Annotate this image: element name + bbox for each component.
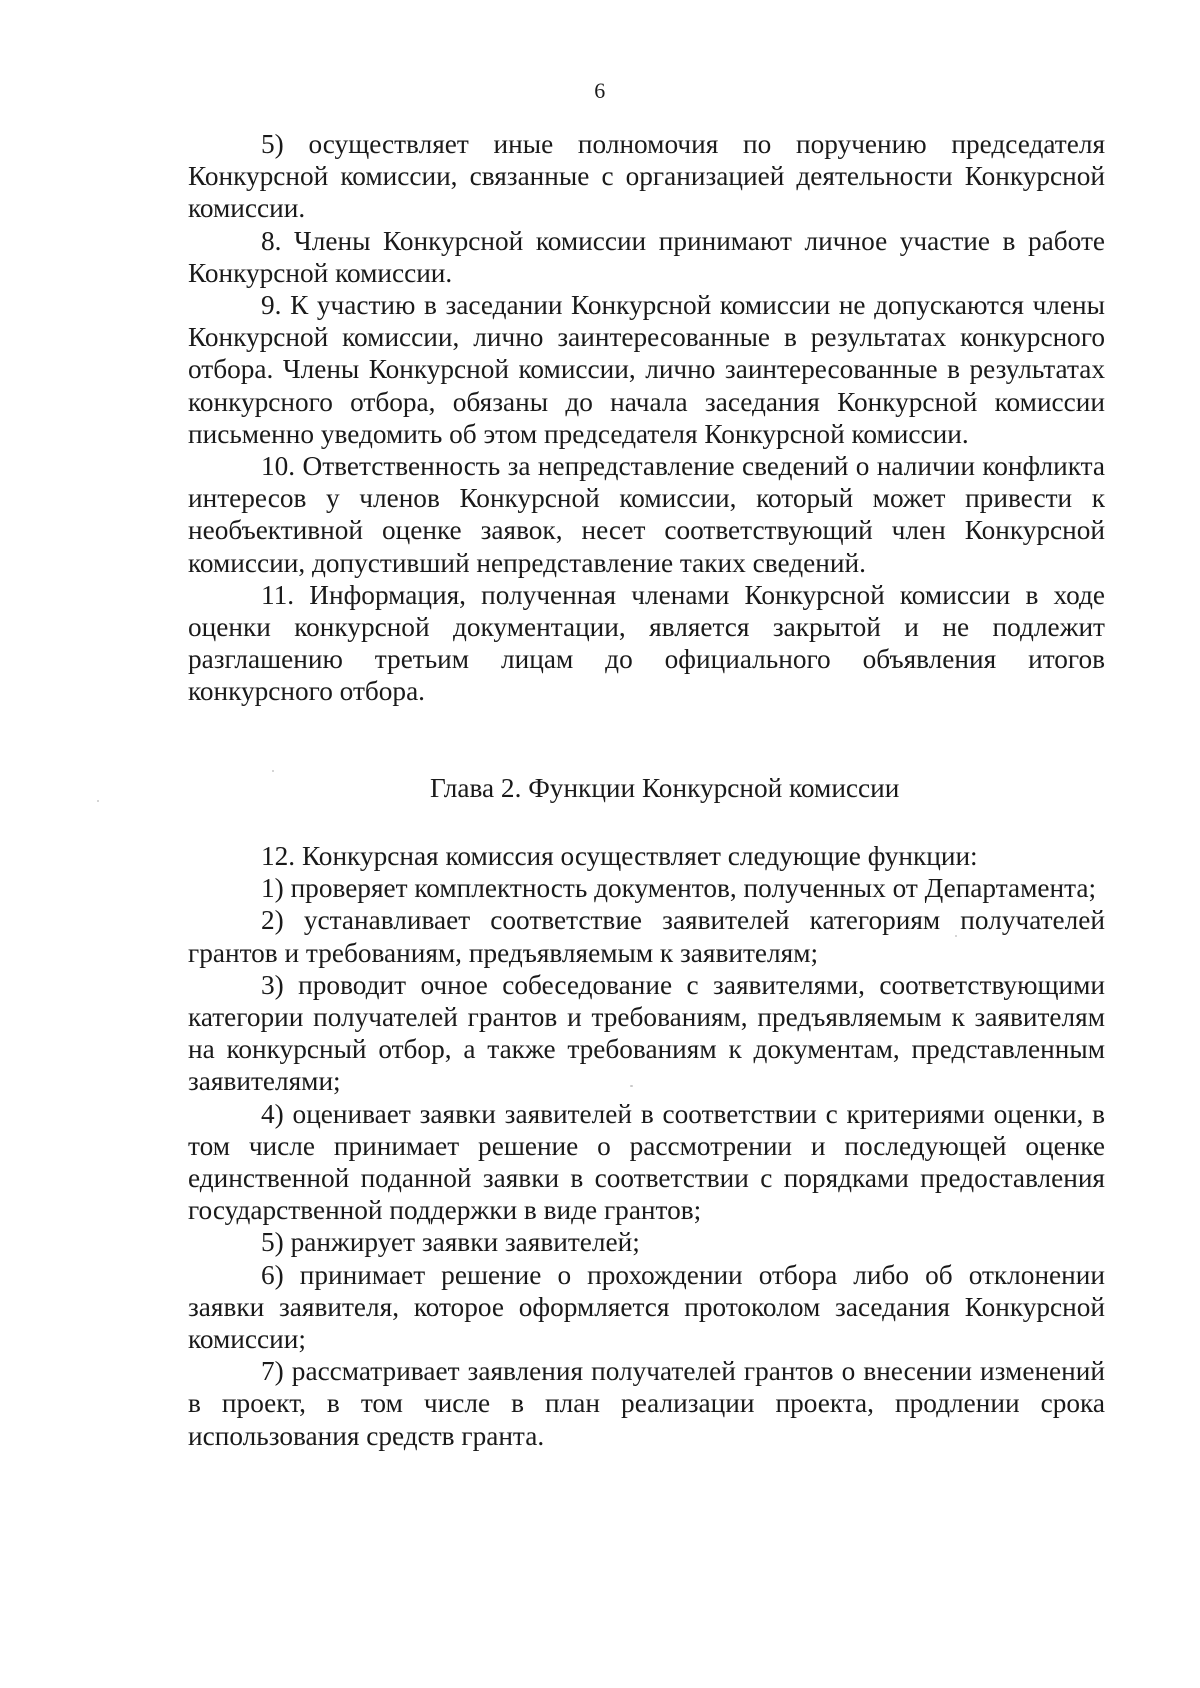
section-after-heading — [188, 840, 1105, 1452]
paragraph-11-confidentiality: 11. Информация, полученная членами Конкурсной комиссии в ходе оценки конкурсной документации, является закрытой и не подлежит разглашению третьим лицам до официального объявления итогов конкурсного отбора. — [188, 579, 1105, 707]
function-item-5: 5) ранжирует заявки заявителей; — [261, 1227, 640, 1258]
function-item-2: 2) устанавливает соответствие заявителей категориям получателей грантов и требованиям, предъявляемым к заявителям; — [188, 905, 1105, 968]
function-item-1: 1) проверяет комплектность документов, полученных от Департамента; — [261, 873, 1097, 904]
section-before-heading — [188, 128, 1105, 708]
paragraph-10-responsibility: 10. Ответственность за непредставление сведений о наличии конфликта интересов у членов Конкурсной комиссии, который может привести к необъективной оценке заявок, несет соответствующий член Конкурсной комиссии, допустивший непредставление таких сведений. — [188, 451, 1105, 578]
scan-speck — [955, 935, 957, 937]
scan-speck — [97, 800, 99, 802]
paragraph-9-conflict-of-interest: 9. К участию в заседании Конкурсной комиссии не допускаются члены Конкурсной комиссии, лично заинтересованные в результатах конкурсного отбора. Члены Конкурсной комиссии, лично заинтересованные в результатах конкурсного отбора, обязаны до начала заседания Конкурсной комиссии письменно уведомить об этом председателя Конкурсной комиссии. — [188, 290, 1105, 449]
page-number: 6 — [594, 78, 606, 103]
function-item-7: 7) рассматривает заявления получателей грантов о внесении изменений в проект, в том числе в план реализации проекта, продлении срока использования средств гранта. — [188, 1356, 1105, 1451]
paragraph-12-functions-intro: 12. Конкурсная комиссия осуществляет следующие функции: — [261, 841, 978, 871]
scan-speck — [630, 1085, 633, 1087]
function-item-4: 4) оценивает заявки заявителей в соответствии с критериями оценки, в том числе принимает решение о рассмотрении и последующей оценке единственной поданной заявки в соответствии с порядками предоставления государственной поддержки в виде грантов; — [188, 1098, 1105, 1226]
paragraph-5-other-powers: 5) осуществляет иные полномочия по поручению председателя Конкурсной комиссии, связанные с организацией деятельности Конкурсной комиссии. — [188, 129, 1105, 224]
scan-speck — [272, 770, 274, 772]
paragraph-8-members-participation: 8. Члены Конкурсной комиссии принимают личное участие в работе Конкурсной комиссии. — [188, 225, 1105, 288]
chapter-heading: Глава 2. Функции Конкурсной комиссии — [430, 773, 900, 803]
function-item-6: 6) принимает решение о прохождении отбора либо об отклонении заявки заявителя, которое оформляется протоколом заседания Конкурсной комиссии; — [188, 1259, 1105, 1355]
function-item-3: 3) проводит очное собеседование с заявителями, соответствующими категории получателей грантов и требованиям, предъявляемым к заявителям на конкурсный отбор, а также требованиям к документам, представленным заявителями; — [188, 969, 1105, 1097]
